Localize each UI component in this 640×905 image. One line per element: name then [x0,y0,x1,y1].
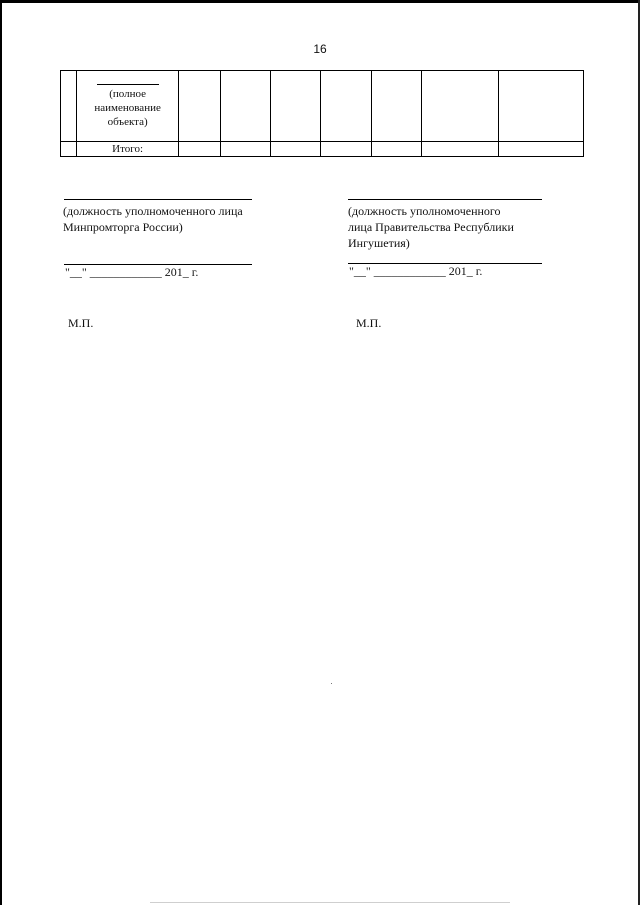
page-border-top [0,0,640,3]
scan-bottom-edge [150,902,510,903]
left-date-text: "__" ____________ 201_ г. [65,265,199,279]
table-cell-total-label: Итого: [77,142,179,157]
table-cell [321,142,371,157]
object-name-blank-line [97,84,159,85]
right-signature-line [348,199,542,200]
left-stamp-label: М.П. [68,316,94,330]
table-cell [220,142,270,157]
table-cell [371,142,421,157]
summary-table [60,70,584,157]
table-cell [422,71,499,142]
table-cell-index [61,71,77,142]
table-cell [270,71,320,142]
table-cell [270,142,320,157]
left-signature-line [64,199,252,200]
table-cell-index [61,142,77,157]
table-cell [371,71,421,142]
table-cell [321,71,371,142]
table-row-total [61,142,584,157]
table-cell [220,71,270,142]
right-date-text: "__" ____________ 201_ г. [349,264,483,278]
page-number: 16 [313,42,327,56]
scan-speck [331,683,332,684]
table-cell [499,142,584,157]
table-cell [499,71,584,142]
table-row-object [61,71,584,142]
table-cell [179,142,220,157]
right-stamp-label: М.П. [356,316,382,330]
table-cell [179,71,220,142]
table-cell-object-name [77,71,179,142]
right-position-label: (должность уполномоченного лица Правительства Республики Ингушетия) [348,204,514,250]
object-name-label: (полное наименование объекта) [94,87,161,128]
table-cell [422,142,499,157]
left-position-label: (должность уполномоченного лица Минпромторга России) [63,204,243,234]
page-border-left [0,0,2,905]
